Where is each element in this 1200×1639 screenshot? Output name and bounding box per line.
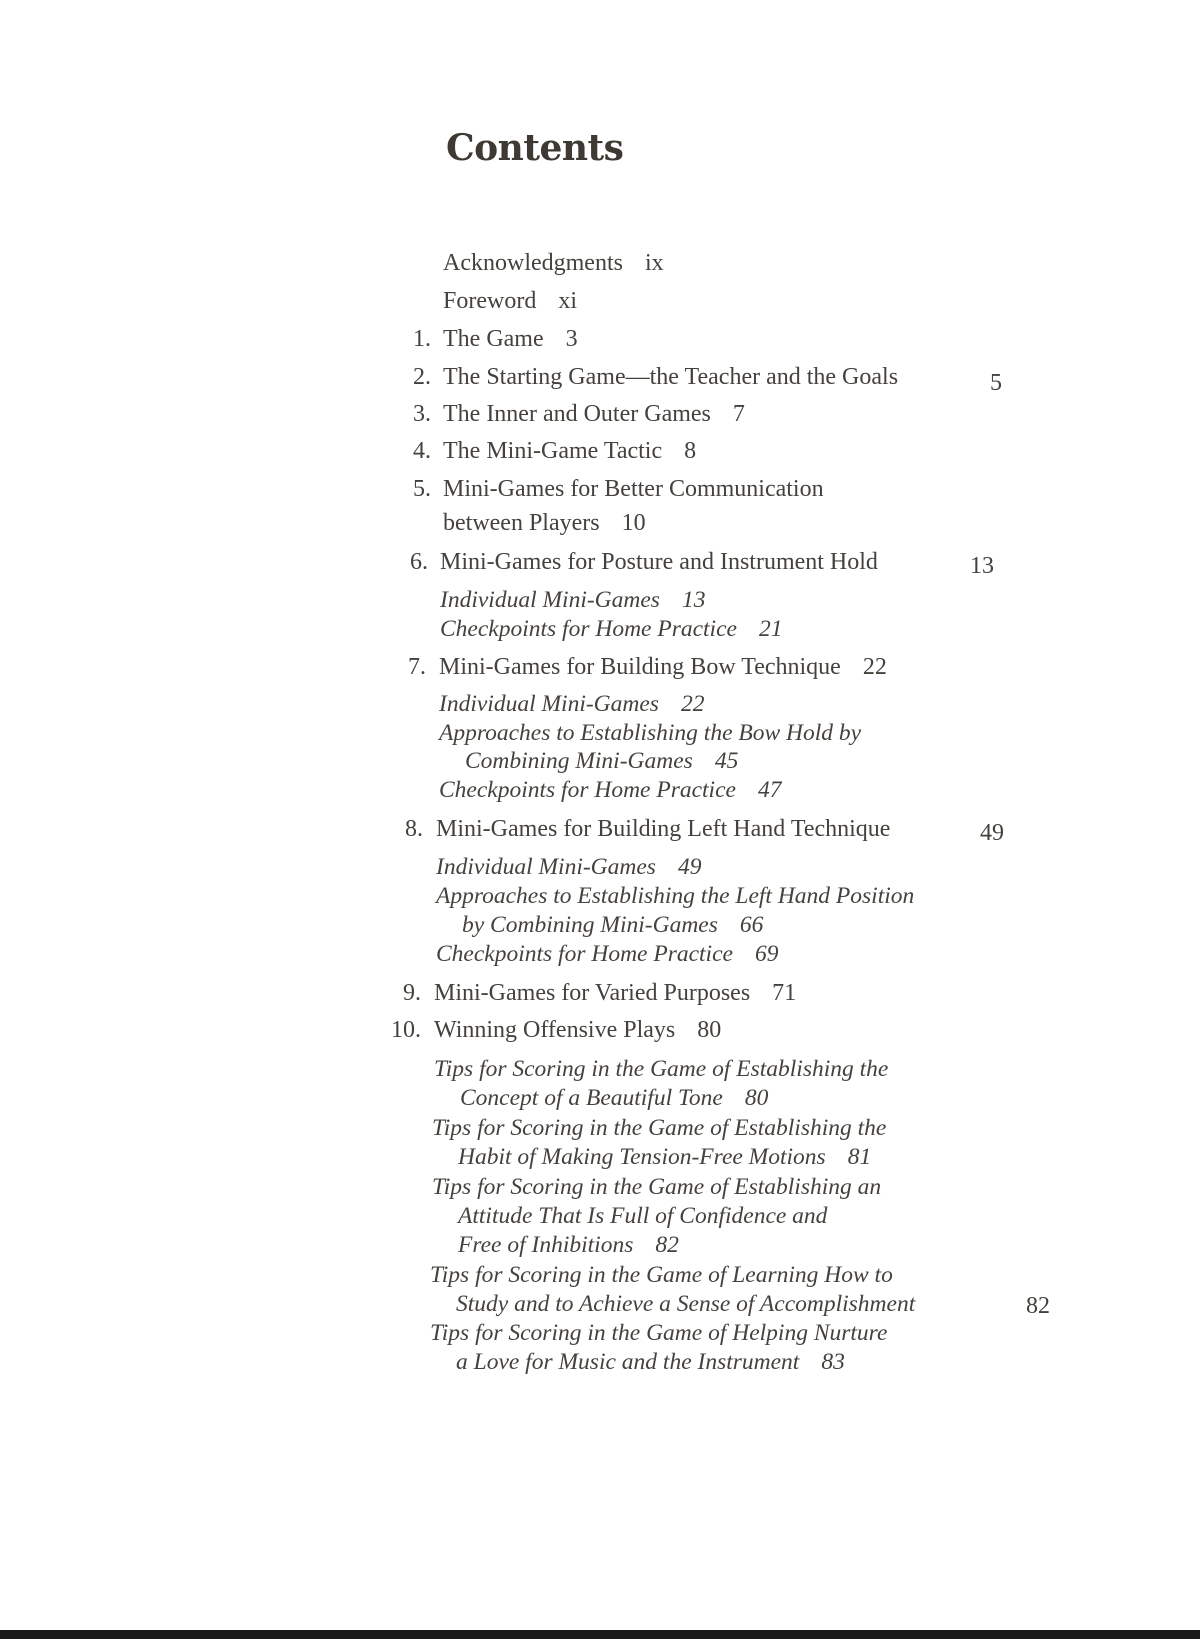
entry-title: Individual Mini-Games xyxy=(436,854,656,880)
chapter-number: 3. xyxy=(413,401,431,427)
scan-edge xyxy=(0,1630,1200,1639)
toc-entry-chapter-5-cont xyxy=(443,508,646,538)
entry-title: Acknowledgments xyxy=(443,250,623,276)
entry-title: by Combining Mini-Games xyxy=(462,912,718,938)
entry-title: Tips for Scoring in the Game of Establishing an xyxy=(432,1174,882,1200)
entry-page: 80 xyxy=(744,1085,769,1111)
entry-title: Individual Mini-Games xyxy=(440,587,660,613)
entry-title: Attitude That Is Full of Confidence and xyxy=(458,1203,828,1229)
entry-title: Combining Mini-Games xyxy=(465,748,693,774)
toc-entry-chapter-4 xyxy=(443,436,696,466)
entry-title: The Game xyxy=(443,326,544,352)
entry-page: 13 xyxy=(970,553,994,579)
entry-title: The Inner and Outer Games xyxy=(443,401,711,427)
entry-page: 21 xyxy=(758,616,783,642)
chapter-number: 4. xyxy=(413,438,431,464)
entry-title: The Starting Game—the Teacher and the Goals xyxy=(443,364,899,390)
entry-page: 22 xyxy=(680,691,705,717)
entry-title: Winning Offensive Plays xyxy=(434,1017,676,1043)
entry-title: Approaches to Establishing the Bow Hold by xyxy=(439,720,862,746)
entry-title: Tips for Scoring in the Game of Helping Nurture xyxy=(430,1320,888,1346)
toc-subentry xyxy=(432,1113,886,1143)
entry-title: Mini-Games for Better Communication xyxy=(443,476,824,502)
entry-title: Foreword xyxy=(443,288,537,314)
entry-page: 45 xyxy=(714,748,739,774)
toc-subentry xyxy=(430,1260,893,1290)
entry-page: 82 xyxy=(1026,1293,1050,1319)
toc-entry-chapter-5 xyxy=(443,474,824,504)
chapter-number: 8. xyxy=(405,816,423,842)
entry-title: Habit of Making Tension-Free Motions xyxy=(458,1144,826,1170)
toc-entry-chapter-7 xyxy=(439,652,887,682)
entry-title: Tips for Scoring in the Game of Learning How to xyxy=(430,1262,893,1288)
entry-page: 7 xyxy=(732,401,745,427)
toc-entry-chapter-10 xyxy=(434,1015,721,1045)
entry-page: 3 xyxy=(565,326,578,352)
entry-title: Approaches to Establishing the Left Hand Position xyxy=(436,883,915,909)
toc-subentry xyxy=(439,775,781,805)
chapter-number: 9. xyxy=(403,980,421,1006)
entry-page: 49 xyxy=(677,854,702,880)
toc-subentry xyxy=(436,881,914,911)
entry-page: 8 xyxy=(684,438,697,464)
page-title: Contents xyxy=(446,127,624,169)
toc-subentry xyxy=(439,689,704,719)
toc-subentry xyxy=(432,1172,881,1202)
entry-title: Mini-Games for Building Bow Technique xyxy=(439,654,841,680)
entry-title: Mini-Games for Varied Purposes xyxy=(434,980,751,1006)
chapter-number: 2. xyxy=(413,364,431,390)
chapter-number: 6. xyxy=(410,549,428,575)
entry-page: 5 xyxy=(990,370,1002,396)
entry-title: Individual Mini-Games xyxy=(439,691,659,717)
entry-title: Study and to Achieve a Sense of Accomplishment xyxy=(456,1291,916,1317)
entry-page: ix xyxy=(644,250,664,276)
toc-entry-chapter-3 xyxy=(443,399,745,429)
entry-title: Free of Inhibitions xyxy=(458,1232,634,1258)
toc-subentry xyxy=(440,614,782,644)
toc-entry-chapter-8 xyxy=(436,814,890,844)
entry-page: 83 xyxy=(821,1349,845,1375)
entry-page: 10 xyxy=(621,510,646,536)
toc-entry-foreword xyxy=(443,286,577,316)
entry-title: Checkpoints for Home Practice xyxy=(436,941,733,967)
chapter-number: 7. xyxy=(408,654,426,680)
entry-page: xi xyxy=(558,288,577,314)
entry-page: 82 xyxy=(655,1232,679,1258)
entry-page: 71 xyxy=(772,980,797,1006)
toc-subentry xyxy=(434,1054,888,1084)
entry-page: 80 xyxy=(697,1017,722,1043)
entry-title: Mini-Games for Building Left Hand Technique xyxy=(436,816,891,842)
entry-page: 13 xyxy=(681,587,706,613)
toc-subentry-cont xyxy=(460,1083,768,1113)
entry-title: Tips for Scoring in the Game of Establishing the xyxy=(432,1115,887,1141)
entry-title: Mini-Games for Posture and Instrument Hold xyxy=(440,549,878,575)
entry-title: Checkpoints for Home Practice xyxy=(439,777,736,803)
toc-subentry xyxy=(440,585,705,615)
toc-subentry xyxy=(439,718,861,748)
toc-subentry xyxy=(430,1318,887,1348)
entry-page: 66 xyxy=(739,912,764,938)
entry-page: 47 xyxy=(757,777,782,803)
toc-subentry-cont xyxy=(458,1230,679,1260)
toc-entry-chapter-1 xyxy=(443,324,578,354)
toc-subentry-cont xyxy=(456,1289,915,1319)
entry-page: 81 xyxy=(847,1144,872,1170)
toc-entry-chapter-6 xyxy=(440,547,878,577)
chapter-number: 1. xyxy=(413,326,431,352)
entry-title: between Players xyxy=(443,510,600,536)
entry-title: Checkpoints for Home Practice xyxy=(440,616,737,642)
toc-entry-chapter-9 xyxy=(434,978,796,1008)
toc-subentry-cont xyxy=(458,1142,871,1172)
toc-entry-acknowledgments xyxy=(443,248,664,278)
toc-subentry xyxy=(436,852,701,882)
toc-subentry xyxy=(436,939,778,969)
entry-page: 22 xyxy=(862,654,887,680)
chapter-number: 10. xyxy=(391,1017,421,1043)
entry-title: Concept of a Beautiful Tone xyxy=(460,1085,723,1111)
entry-title: The Mini-Game Tactic xyxy=(443,438,663,464)
toc-subentry-cont xyxy=(458,1201,827,1231)
toc-subentry-cont xyxy=(456,1347,845,1377)
toc-subentry-cont xyxy=(465,746,738,776)
entry-page: 49 xyxy=(980,820,1004,846)
entry-title: Tips for Scoring in the Game of Establishing the xyxy=(434,1056,889,1082)
chapter-number: 5. xyxy=(413,476,431,502)
entry-page: 69 xyxy=(754,941,779,967)
toc-entry-chapter-2 xyxy=(443,362,898,392)
toc-subentry-cont xyxy=(462,910,763,940)
entry-title: a Love for Music and the Instrument xyxy=(456,1349,800,1375)
